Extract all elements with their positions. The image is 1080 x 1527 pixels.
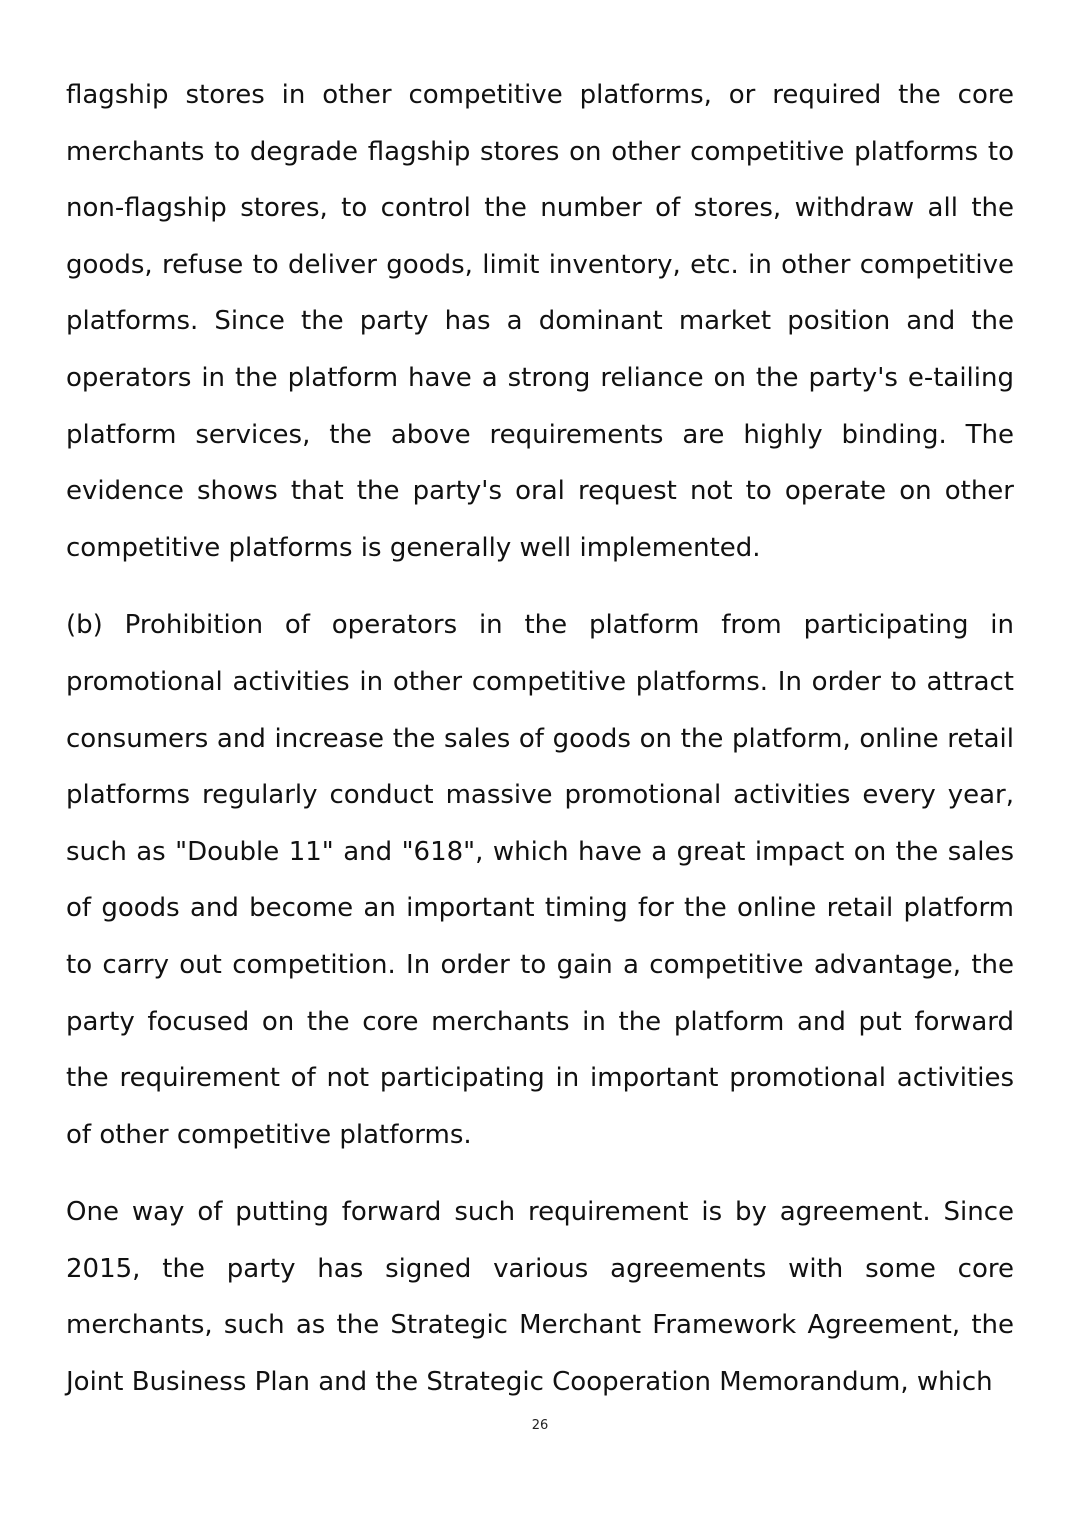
paragraph-agreements: One way of putting forward such requirement is by agreement. Since 2015, the party has signed various agreements with some core merchants, such as the Strategic Merchant Framework Agreement, the Joint Business Plan and the Strategic Cooperation Memorandum, which (66, 1197, 1014, 1398)
paragraph-flagship-stores: flagship stores in other competitive platforms, or required the core merchants to degrade flagship stores on other competitive platforms to non-flagship stores, to control the number of stores, withdraw all the goods, refuse to deliver goods, limit inventory, etc. in other competitive platforms. Since the party has a dominant market position and the operators in the platform have a strong reliance on the party's e-tailing platform services, the above requirements are highly binding. The evidence shows that the party's oral request not to operate on other competitive platforms is generally well implemented. (66, 80, 1014, 563)
page-number: 26 (531, 1418, 549, 1433)
body-text (66, 67, 1014, 1432)
paragraph-promotional-activities: (b) Prohibition of operators in the platform from participating in promotional activities in other competitive platforms. In order to attract consumers and increase the sales of goods on the platform, online retail platforms regularly conduct massive promotional activities every year, such as "Double 11" and "618", which have a great impact on the sales of goods and become an important timing for the online retail platform to carry out competition. In order to gain a competitive advantage, the party focused on the core merchants in the platform and put forward the requirement of not participating in important promotional activities of other competitive platforms. (66, 610, 1014, 1150)
